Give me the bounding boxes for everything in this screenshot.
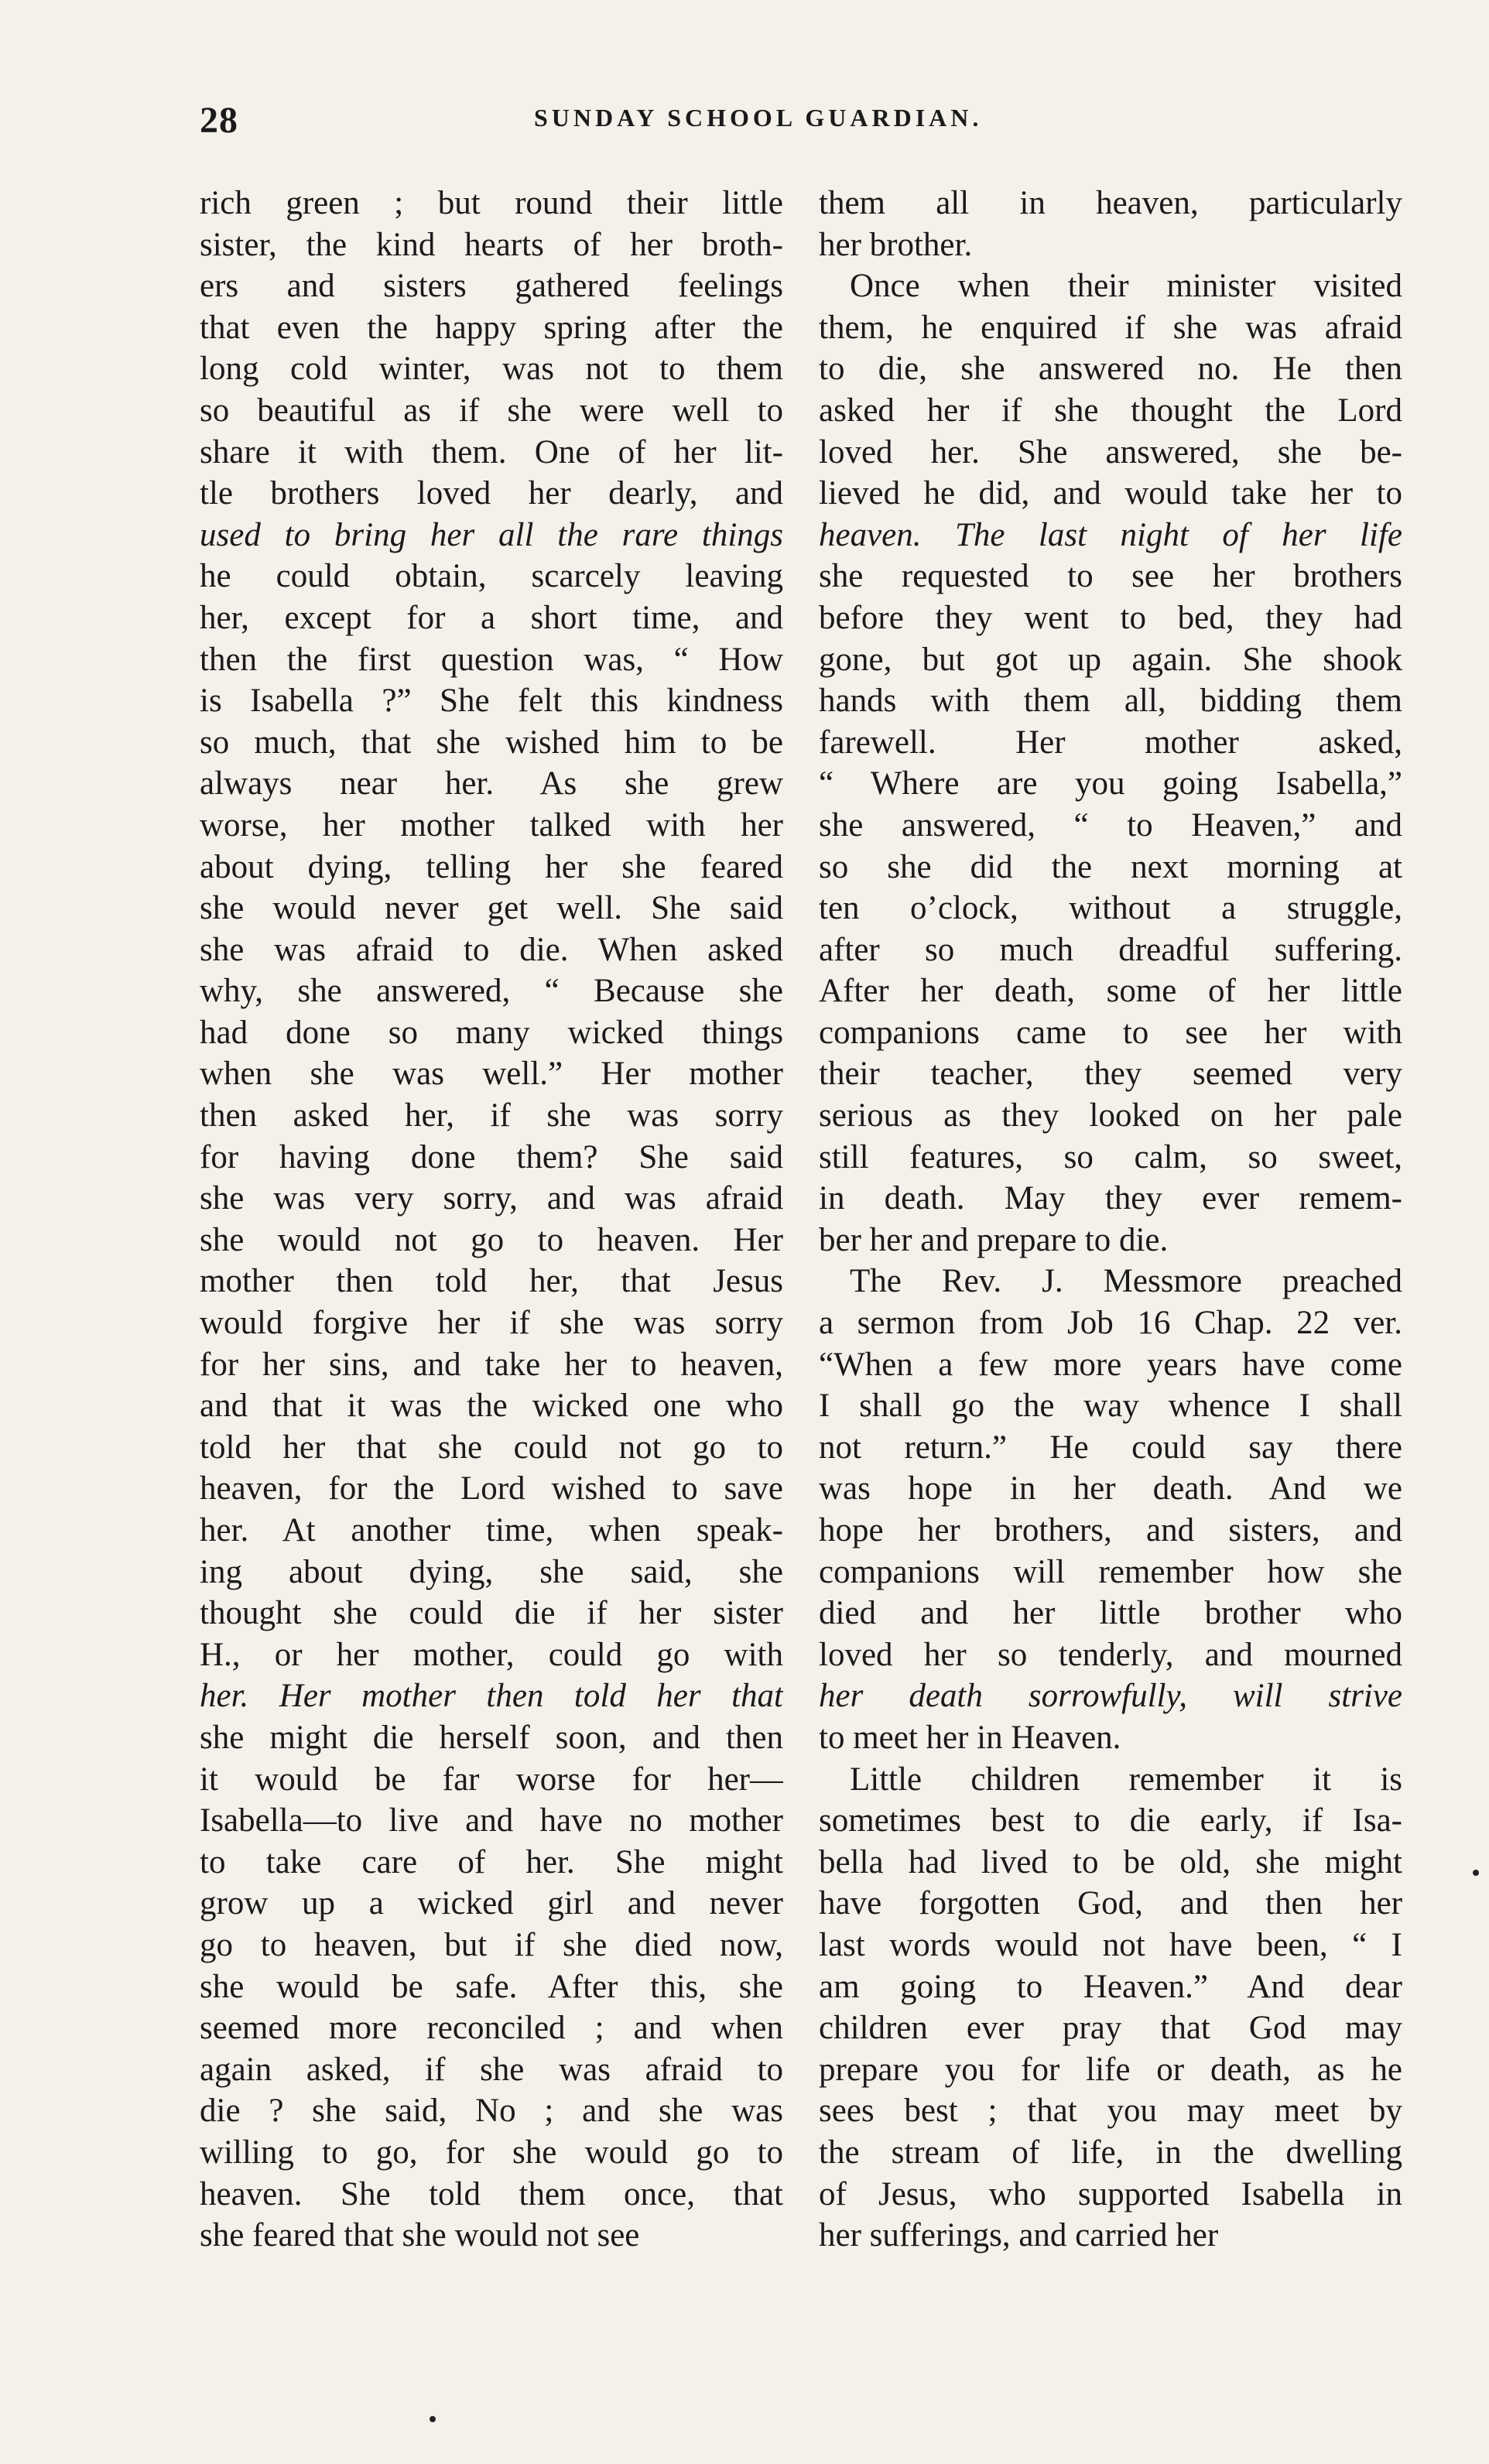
text-line: I shall go the way whence I shall [819, 1388, 1402, 1425]
text-line: asked her if she thought the Lord [819, 392, 1402, 429]
text-line: mother then told her, that Jesus [200, 1263, 783, 1300]
text-line: their teacher, they seemed very [819, 1056, 1402, 1093]
text-line: rich green ; but round their little [200, 185, 783, 221]
text-line: she might die herself soon, and then [200, 1719, 783, 1756]
text-line: she was very sorry, and was afraid [200, 1180, 783, 1217]
text-line: her. Her mother then told her that [200, 1678, 783, 1715]
text-line: companions will remember how she [819, 1553, 1402, 1590]
text-line: heaven. The last night of her life [819, 516, 1402, 553]
text-line: it would be far worse for her— [200, 1761, 783, 1798]
text-line: she requested to see her brothers [819, 558, 1402, 595]
text-line: prepare you for life or death, as he [819, 2051, 1402, 2088]
text-line: ten o’clock, without a struggle, [819, 890, 1402, 927]
text-line: go to heaven, but if she died now, [200, 1926, 783, 1963]
ink-speck [1473, 1870, 1479, 1876]
text-line: ing about dying, she said, she [200, 1553, 783, 1590]
text-line: sometimes best to die early, if Isa- [819, 1802, 1402, 1839]
text-line: is Isabella ?” She felt this kindness [200, 683, 783, 720]
text-line: children ever pray that God may [819, 2010, 1402, 2047]
text-line: after so much dreadful suffering. [819, 931, 1402, 968]
text-line: them, he enquired if she was afraid [819, 309, 1402, 346]
text-line: companions came to see her with [819, 1014, 1402, 1051]
text-line: her sufferings, and carried her [819, 2217, 1219, 2254]
text-line: she feared that she would not see [200, 2217, 640, 2254]
text-line: sees best ; that you may meet by [819, 2093, 1402, 2130]
text-line: he could obtain, scarcely leaving [200, 558, 783, 595]
text-line: heaven. She told them once, that [200, 2175, 783, 2212]
text-line: was hope in her death. And we [819, 1470, 1402, 1507]
right-text-column [819, 183, 1402, 2257]
text-line: her. At another time, when speak- [200, 1512, 783, 1549]
text-line: tle brothers loved her dearly, and [200, 475, 783, 512]
text-line: am going to Heaven.” And dear [819, 1968, 1402, 2005]
text-line: for her sins, and take her to heaven, [200, 1346, 783, 1383]
text-line: grow up a wicked girl and never [200, 1885, 783, 1922]
text-line: heaven, for the Lord wished to save [200, 1470, 783, 1507]
text-line: Once when their minister visited [850, 268, 1402, 305]
page-number: 28 [200, 100, 238, 141]
text-line: worse, her mother talked with her [200, 806, 783, 844]
text-line: again asked, if she was afraid to [200, 2051, 783, 2088]
text-line: H., or her mother, could go with [200, 1636, 783, 1673]
text-line: she would never get well. She said [200, 890, 783, 927]
text-line: “ Where are you going Isabella,” [819, 765, 1402, 803]
text-line: not return.” He could say there [819, 1429, 1402, 1466]
text-line: the stream of life, in the dwelling [819, 2134, 1402, 2171]
text-line: would forgive her if she was sorry [200, 1305, 783, 1342]
text-line: she was afraid to die. When asked [200, 931, 783, 968]
text-line: serious as they looked on her pale [819, 1097, 1402, 1134]
text-line: to die, she answered no. He then [819, 351, 1402, 388]
text-line: seemed more reconciled ; and when [200, 2010, 783, 2047]
text-line: died and her little brother who [819, 1595, 1402, 1632]
text-line: she would not go to heaven. Her [200, 1221, 783, 1258]
text-line: before they went to bed, they had [819, 599, 1402, 636]
text-line: share it with them. One of her lit- [200, 433, 783, 471]
text-line: have forgotten God, and then her [819, 1885, 1402, 1922]
text-line: bella had lived to be old, she might [819, 1843, 1402, 1881]
text-line: Little children remember it is [850, 1761, 1402, 1798]
text-line: and that it was the wicked one who [200, 1388, 783, 1425]
text-line: then the first question was, “ How [200, 641, 783, 678]
text-line: about dying, telling her she feared [200, 848, 783, 885]
text-line: always near her. As she grew [200, 765, 783, 803]
text-line: The Rev. J. Messmore preached [850, 1263, 1402, 1300]
running-head: SUNDAY SCHOOL GUARDIAN. [534, 104, 983, 132]
text-line: long cold winter, was not to them [200, 351, 783, 388]
text-line: a sermon from Job 16 Chap. 22 ver. [819, 1305, 1402, 1342]
text-line: her death sorrowfully, will strive [819, 1678, 1402, 1715]
text-line: After her death, some of her little [819, 973, 1402, 1010]
text-line: she would be safe. After this, she [200, 1968, 783, 2005]
text-line: “When a few more years have come [819, 1346, 1402, 1383]
text-line: she answered, “ to Heaven,” and [819, 806, 1402, 844]
text-line: die ? she said, No ; and she was [200, 2093, 783, 2130]
text-line: ers and sisters gathered feelings [200, 268, 783, 305]
text-line: so she did the next morning at [819, 848, 1402, 885]
text-line: used to bring her all the rare things [200, 516, 783, 553]
left-text-column [200, 183, 783, 2257]
text-line: her brother. [819, 226, 973, 263]
text-line: Isabella—to live and have no mother [200, 1802, 783, 1839]
text-line: sister, the kind hearts of her broth- [200, 226, 783, 263]
text-line: hope her brothers, and sisters, and [819, 1512, 1402, 1549]
ink-speck [430, 2416, 436, 2422]
text-line: hands with them all, bidding them [819, 683, 1402, 720]
text-line: ber her and prepare to die. [819, 1221, 1169, 1258]
text-line: last words would not have been, “ I [819, 1926, 1402, 1963]
text-line: so beautiful as if she were well to [200, 392, 783, 429]
text-line: why, she answered, “ Because she [200, 973, 783, 1010]
text-line: that even the happy spring after the [200, 309, 783, 346]
text-line: lieved he did, and would take her to [819, 475, 1402, 512]
text-line: in death. May they ever remem- [819, 1180, 1402, 1217]
text-line: then asked her, if she was sorry [200, 1097, 783, 1134]
text-line: to take care of her. She might [200, 1843, 783, 1881]
text-line: of Jesus, who supported Isabella in [819, 2175, 1402, 2212]
text-line: gone, but got up again. She shook [819, 641, 1402, 678]
text-line: to meet her in Heaven. [819, 1719, 1121, 1756]
text-line: told her that she could not go to [200, 1429, 783, 1466]
text-line: willing to go, for she would go to [200, 2134, 783, 2171]
text-line: so much, that she wished him to be [200, 724, 783, 761]
text-line: for having done them? She said [200, 1138, 783, 1176]
text-line: them all in heaven, particularly [819, 185, 1402, 221]
text-line: loved her. She answered, she be- [819, 433, 1402, 471]
text-line: thought she could die if her sister [200, 1595, 783, 1632]
text-line: loved her so tenderly, and mourned [819, 1636, 1402, 1673]
text-line: her, except for a short time, and [200, 599, 783, 636]
text-line: still features, so calm, so sweet, [819, 1138, 1402, 1176]
text-line: when she was well.” Her mother [200, 1056, 783, 1093]
text-line: farewell. Her mother asked, [819, 724, 1402, 761]
text-line: had done so many wicked things [200, 1014, 783, 1051]
